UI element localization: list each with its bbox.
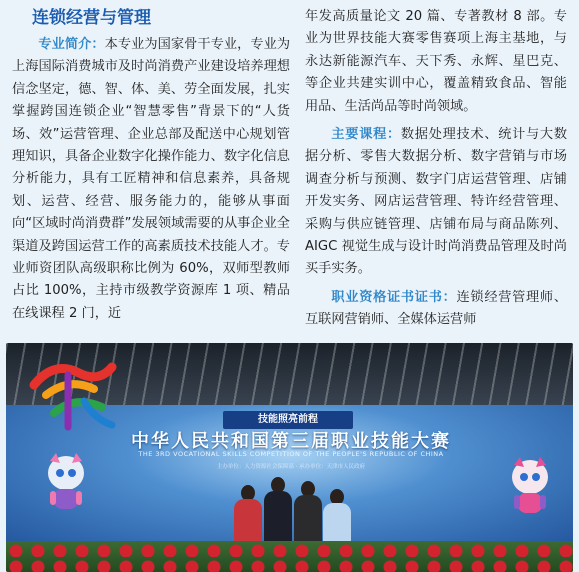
competition-logo-icon bbox=[24, 355, 122, 433]
certs-paragraph bbox=[305, 287, 567, 332]
banner-english-title: THE 3RD VOCATIONAL SKILLS COMPETITION OF THE PEOPLE'S REPUBLIC OF CHINA bbox=[138, 450, 444, 458]
intro-paragraph bbox=[12, 34, 290, 325]
left-column bbox=[12, 6, 290, 325]
intro-lead: 专业简介： bbox=[38, 37, 105, 52]
certs-lead: 职业资格证书证书： bbox=[331, 289, 457, 305]
flower-bed bbox=[6, 541, 573, 572]
courses-text: 数据处理技术、统计与大数据分析、零售大数据分析、数字营销与市场调查分析与预测、数字门店运营管理、店铺开发实务、网店运营管理、特许经营管理、采购与供应链管理、店铺布局与商品陈列、AIGC 视觉生成与设计时尚消费品管理及时尚买手实务。 bbox=[305, 127, 568, 277]
courses-lead: 主要课程： bbox=[331, 127, 401, 143]
right-column bbox=[305, 6, 567, 332]
mascot-right-icon bbox=[504, 455, 556, 519]
certs-text: 连锁经营管理师、互联网营销师、全媒体运营师 bbox=[305, 289, 568, 328]
mascot-left-icon bbox=[40, 451, 92, 515]
section-title: 连锁经营与管理 bbox=[32, 8, 151, 28]
intro-text: 本专业为国家骨干专业，专业为上海国际消费城市及时尚消费产业建设培养理想信念坚定，德、智、体、美、劳全面发展，扎实掌握跨国连锁企业“智慧零售”背景下的“人货场、效”运营管理、企业总部及配送中心规划管理知识，具备企业数字化操作能力、数字化信息分析能力，具有工匠精神和信息素养，具备规划、运营、经营、服务能力的，能够从事面向“区域时尚消费群”发展领域需要的从事企业全渠道及跨国运营工作的高素质技术技能人才。专业师资团队高级职称比例为 60%，双师型教师占比 100%，主持市级教学资源库 1 项、精品在线课程 2 门，近 bbox=[12, 37, 291, 321]
competition-photo bbox=[6, 343, 573, 572]
banner-title: 中华人民共和国第三届职业技能大赛 bbox=[131, 431, 451, 452]
courses-paragraph bbox=[305, 124, 567, 281]
intro-continued: 年发高质量论文 20 篇、专著教材 8 部。专业为世界技能大赛零售赛项上海主基地，与永达新能源汽车、天下秀、永辉、星巴克、等企业共建实训中心，覆盖精致食品、智能用品、生活尚品等时尚领域。 bbox=[305, 9, 567, 114]
banner-organizers: 主办单位：人力资源社会保障部 · 承办单位：天津市人民政府 bbox=[216, 464, 366, 470]
banner-slogan: 技能照亮前程 bbox=[223, 411, 353, 429]
